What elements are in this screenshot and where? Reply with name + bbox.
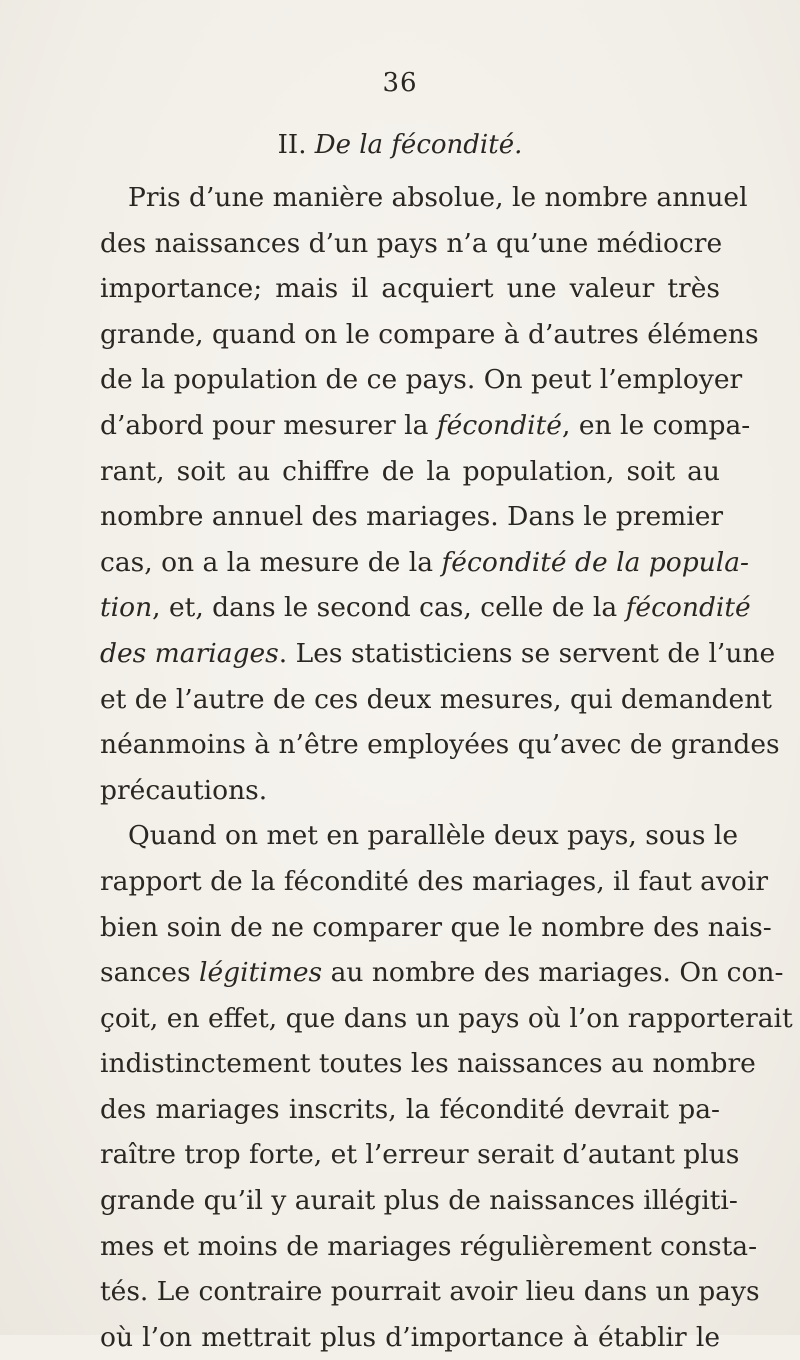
text-line	[100, 859, 769, 905]
text-span: grande, quand on le compare à d’autres élémens	[100, 318, 759, 350]
section-heading	[0, 130, 800, 160]
text-line	[100, 1315, 720, 1360]
text-span: des mariages inscrits, la fécondité devrait pa-	[100, 1093, 720, 1125]
text-line	[100, 631, 776, 677]
text-line	[100, 494, 724, 540]
text-span: de la population de ce pays. On peut l’employer	[100, 364, 743, 396]
italic-text: tion	[100, 592, 153, 624]
text-span: . Les statisticiens se servent de l’une	[278, 637, 776, 669]
text-span: au nombre des mariages. On con-	[322, 957, 784, 989]
text-span: bien soin de ne comparer que le nombre des nais-	[100, 911, 772, 943]
text-line	[100, 677, 772, 723]
text-span: et de l’autre de ces deux mesures, qui demandent	[100, 683, 772, 715]
text-line	[100, 1087, 720, 1133]
text-span: indistinctement toutes les naissances au nombre	[100, 1048, 756, 1080]
text-line	[100, 813, 739, 859]
text-span: d’abord pour mesurer la	[100, 409, 437, 441]
text-span: cas, on a la mesure de la	[100, 546, 442, 578]
text-span: rapport de la fécondité des mariages, il faut avoir	[100, 865, 769, 897]
text-span: raître trop forte, et l’erreur serait d’autant plus	[100, 1139, 740, 1171]
text-span: Pris d’une manière absolue, le nombre annuel	[128, 182, 748, 213]
italic-text: des mariages	[100, 637, 279, 669]
text-span: néanmoins à n’être employées qu’avec de grandes	[100, 729, 780, 761]
text-line	[100, 1132, 740, 1178]
text-line	[100, 403, 751, 449]
text-span: rant, soit au chiffre de la population, soit au	[100, 455, 720, 487]
italic-text: fécondité de la popula-	[441, 546, 749, 578]
text-line	[100, 1269, 760, 1315]
text-line	[100, 540, 749, 586]
text-line	[100, 996, 793, 1042]
italic-text: fécondité	[436, 409, 562, 441]
text-line	[100, 175, 748, 221]
section-numeral: II.	[277, 130, 307, 160]
text-line	[100, 1178, 738, 1224]
text-line	[100, 312, 759, 358]
body-text	[100, 175, 793, 1360]
text-line	[100, 221, 723, 267]
text-line	[100, 1041, 756, 1087]
text-line	[100, 266, 720, 312]
text-span: Quand on met en parallèle deux pays, sous le	[128, 820, 739, 852]
text-span: importance; mais il acquiert une valeur très	[100, 273, 720, 305]
text-span: , et, dans le second cas, celle de la	[152, 592, 626, 624]
section-title: De la fécondité.	[314, 130, 523, 160]
text-line	[100, 357, 743, 403]
text-span: tés. Le contraire pourrait avoir lieu dans un pays	[100, 1276, 760, 1308]
text-span: des naissances d’un pays n’a qu’une médiocre	[100, 227, 723, 259]
text-line	[100, 585, 751, 631]
text-span: nombre annuel des mariages. Dans le premier	[100, 501, 724, 533]
text-line	[100, 950, 784, 996]
page-number: 36	[382, 68, 418, 98]
text-span: sances	[100, 957, 200, 989]
text-span: mes et moins de mariages régulièrement consta-	[100, 1230, 758, 1262]
text-line	[100, 722, 780, 768]
text-line	[100, 449, 720, 495]
text-line	[100, 768, 720, 814]
text-span: où l’on mettrait plus d’importance à établir le	[100, 1321, 720, 1353]
text-span: grande qu’il y aurait plus de naissances illégiti-	[100, 1185, 738, 1217]
text-line	[100, 905, 772, 951]
text-span: , en le compa-	[561, 409, 751, 441]
italic-text: fécondité	[625, 592, 751, 624]
text-span: précautions.	[100, 774, 268, 806]
text-span: çoit, en effet, que dans un pays où l’on rapporterait	[100, 1002, 793, 1034]
text-line	[100, 1224, 758, 1270]
italic-text: légitimes	[199, 957, 323, 989]
